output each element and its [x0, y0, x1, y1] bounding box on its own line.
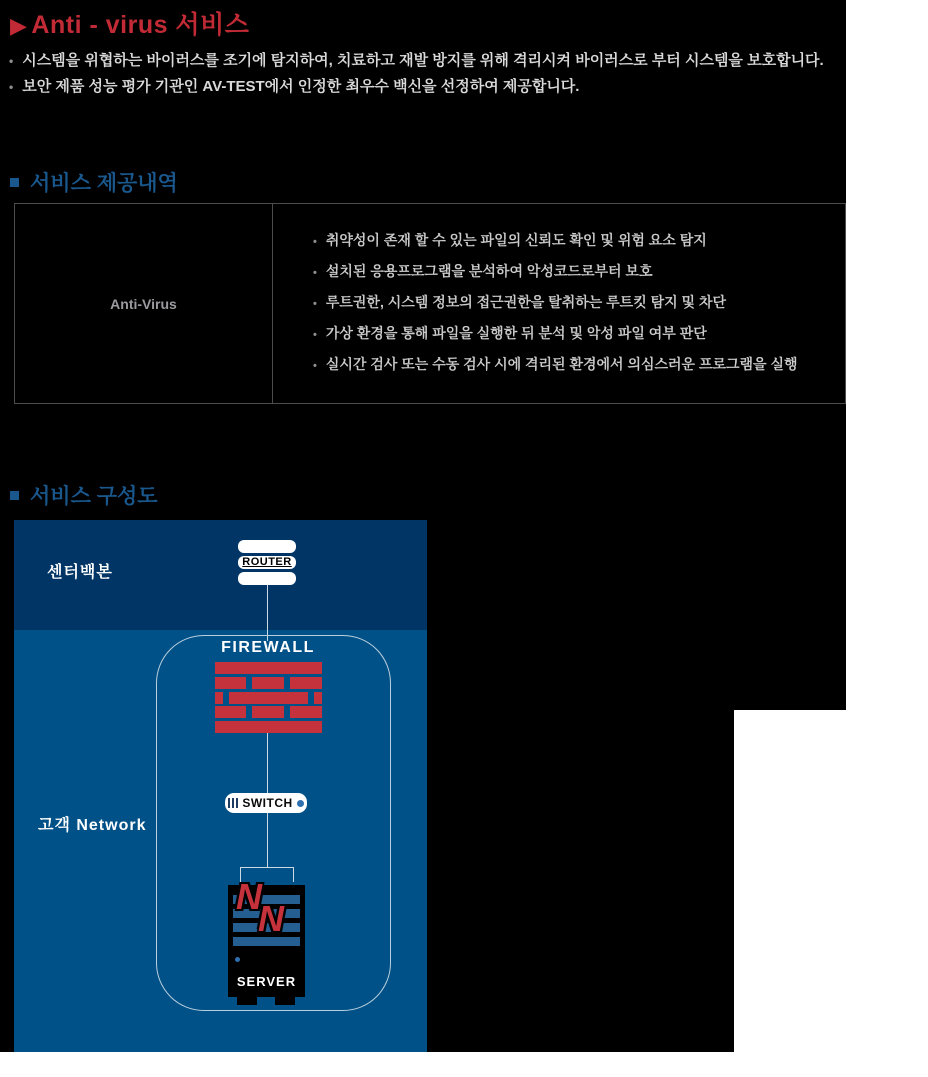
title-arrow-icon: ▶ — [10, 13, 28, 38]
connector-router-firewall — [267, 585, 268, 641]
intro-section — [9, 48, 829, 100]
table-content-cell — [273, 204, 845, 403]
server-node — [228, 876, 305, 997]
server-foot — [275, 997, 295, 1005]
server-led-icon — [235, 957, 240, 962]
nn-logo: N — [236, 876, 262, 917]
section-title: 서비스 제공내역 — [30, 172, 178, 195]
connector-server-bracket — [240, 867, 294, 868]
server-foot — [237, 997, 257, 1005]
nn-logo: N — [258, 898, 284, 939]
intro-bullet: • 시스템을 위협하는 바이러스를 조기에 탐지하여, 치료하고 재발 방지를 위해 격리시켜 바이러스로 부터 시스템을 보호합니다. — [9, 48, 829, 74]
router-slot-icon — [238, 540, 296, 553]
service-diagram — [14, 520, 427, 1052]
router-label: ROUTER — [238, 556, 296, 569]
customer-network-label: 고객 Network — [38, 817, 147, 834]
table-list-item: • 실시간 검사 또는 수동 검사 시에 격리된 환경에서 의심스러운 프로그램을 실행 — [313, 350, 845, 381]
service-table — [14, 203, 846, 404]
router-node — [238, 540, 296, 588]
section-header-service-diagram — [10, 480, 158, 510]
page-title — [10, 5, 249, 41]
section-header-service-details — [10, 167, 178, 197]
switch-led-icon — [297, 800, 304, 807]
section-title: 서비스 구성도 — [30, 485, 158, 508]
firewall-label: FIREWALL — [221, 639, 315, 656]
table-list-item: • 설치된 응용프로그램을 분석하여 악성코드로부터 보호 — [313, 257, 845, 288]
page-title-text: Anti - virus 서비스 — [31, 11, 250, 39]
firewall-icon — [215, 662, 322, 733]
section-bullet-icon — [10, 178, 19, 187]
switch-node — [225, 793, 307, 813]
table-list-item: • 루트권한, 시스템 정보의 접근권한을 탈취하는 루트킷 탐지 및 차단 — [313, 288, 845, 319]
table-list-item: • 취약성이 존재 할 수 있는 파일의 신뢰도 확인 및 위험 요소 탐지 — [313, 226, 845, 257]
connector-switch-server — [267, 813, 268, 867]
server-label: SERVER — [236, 974, 297, 989]
switch-label: SWITCH — [242, 796, 293, 810]
switch-ports-icon — [228, 798, 238, 808]
connector-firewall-switch — [267, 733, 268, 793]
intro-bullet: • 보안 제품 성능 평가 기관인 AV-TEST에서 인정한 최우수 백신을 선정하여 제공합니다. — [9, 74, 829, 100]
section-bullet-icon — [10, 491, 19, 500]
table-row-label: Anti-Virus — [110, 295, 177, 312]
connector-bracket-drop — [293, 867, 294, 882]
table-list-item: • 가상 환경을 통해 파일을 실행한 뒤 분석 및 악성 파일 여부 판단 — [313, 319, 845, 350]
table-row-header-cell — [15, 204, 273, 403]
router-slot-icon — [238, 572, 296, 585]
backbone-zone-label: 센터백본 — [47, 564, 113, 581]
